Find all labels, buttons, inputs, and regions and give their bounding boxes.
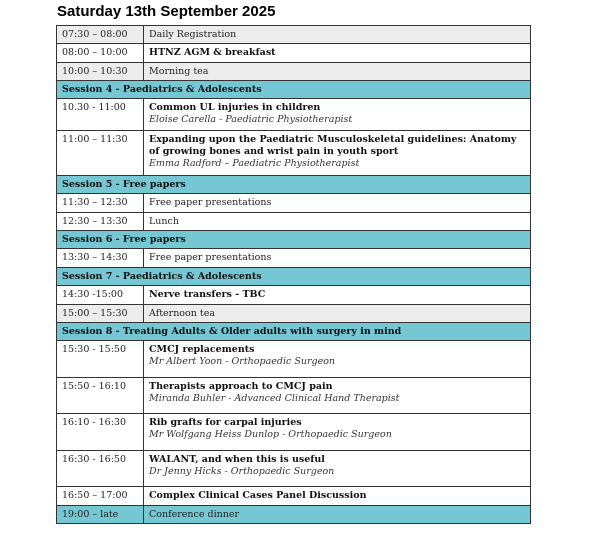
- talk-row: [57, 378, 531, 414]
- schedule-row: [57, 506, 531, 524]
- event-title: Common UL injuries in children: [149, 102, 321, 113]
- schedule-row: [57, 213, 531, 231]
- talk-row: [57, 414, 531, 451]
- speaker-name: Dr Jenny Hicks - Orthopaedic Surgeon: [149, 466, 335, 477]
- event-title: WALANT, and when this is useful: [149, 454, 325, 465]
- schedule-table: [56, 25, 531, 524]
- event-cell: [144, 414, 531, 451]
- schedule-row: [57, 63, 531, 81]
- event-title: Expanding upon the Paediatric Musculoskeletal guidelines: Anatomy of growing bones and wrist pain in youth sport: [149, 134, 517, 157]
- event-title: Therapists approach to CMCJ pain: [149, 381, 333, 392]
- event-cell: [144, 249, 531, 268]
- session-header-row: [57, 231, 531, 249]
- event-cell: [144, 487, 531, 506]
- schedule-row: [57, 44, 531, 63]
- time-slot: 15:30 - 15:50: [57, 341, 144, 378]
- event-cell: [144, 286, 531, 305]
- event-cell: [144, 506, 531, 524]
- speaker-name: Eloise Carella - Paediatric Physiotherapist: [149, 114, 353, 125]
- time-slot: 10.30 - 11:00: [57, 99, 144, 131]
- event-title: Daily Registration: [149, 28, 237, 40]
- event-title: Free paper presentations: [149, 197, 272, 208]
- event-title: Lunch: [149, 215, 179, 227]
- event-cell: [144, 99, 531, 131]
- schedule-row: [57, 249, 531, 268]
- session-header-row: [57, 81, 531, 99]
- time-slot: 10:00 – 10:30: [57, 63, 144, 81]
- schedule-row: [57, 194, 531, 213]
- talk-row: [57, 99, 531, 131]
- session-title: Session 8 - Treating Adults & Older adults with surgery in mind: [57, 323, 531, 341]
- schedule-row: [57, 305, 531, 323]
- event-cell: [144, 341, 531, 378]
- event-title: CMCJ replacements: [149, 344, 255, 355]
- event-title: Rib grafts for carpal injuries: [149, 417, 302, 428]
- event-cell: [144, 213, 531, 231]
- time-slot: 19:00 – late: [57, 506, 144, 524]
- session-title: Session 4 - Paediatrics & Adolescents: [57, 81, 531, 99]
- event-title: HTNZ AGM & breakfast: [149, 47, 276, 58]
- event-title: Afternoon tea: [149, 307, 215, 319]
- time-slot: 16:50 – 17:00: [57, 487, 144, 506]
- time-slot: 12:30 – 13:30: [57, 213, 144, 231]
- time-slot: 07:30 – 08:00: [57, 26, 144, 44]
- talk-row: [57, 451, 531, 487]
- event-cell: [144, 451, 531, 487]
- speaker-name: Mr Albert Yoon - Orthopaedic Surgeon: [149, 356, 336, 367]
- page-title: Saturday 13th September 2025: [57, 3, 276, 20]
- time-slot: 08:00 – 10:00: [57, 44, 144, 63]
- schedule-row: [57, 286, 531, 305]
- event-title: Nerve transfers - TBC: [149, 289, 266, 300]
- event-title: Morning tea: [149, 65, 209, 77]
- session-header-row: [57, 268, 531, 286]
- session-header-row: [57, 176, 531, 194]
- time-slot: 11:30 – 12:30: [57, 194, 144, 213]
- talk-row: [57, 341, 531, 378]
- event-cell: [144, 26, 531, 44]
- time-slot: 11:00 – 11:30: [57, 131, 144, 176]
- speaker-name: Emma Radford – Paediatric Physiotherapist: [149, 158, 360, 169]
- session-title: Session 7 - Paediatrics & Adolescents: [57, 268, 531, 286]
- session-title: Session 6 - Free papers: [57, 231, 531, 249]
- event-cell: [144, 63, 531, 81]
- schedule-body: [57, 26, 531, 524]
- schedule-row: [57, 487, 531, 506]
- time-slot: 16:10 - 16:30: [57, 414, 144, 451]
- talk-row: [57, 131, 531, 176]
- time-slot: 13:30 – 14:30: [57, 249, 144, 268]
- time-slot: 15:50 - 16:10: [57, 378, 144, 414]
- schedule-row: [57, 26, 531, 44]
- time-slot: 16:30 - 16:50: [57, 451, 144, 487]
- event-title: Conference dinner: [149, 508, 240, 520]
- session-title: Session 5 - Free papers: [57, 176, 531, 194]
- event-cell: [144, 305, 531, 323]
- event-title: Complex Clinical Cases Panel Discussion: [149, 490, 367, 501]
- event-title: Free paper presentations: [149, 252, 272, 263]
- event-cell: [144, 44, 531, 63]
- time-slot: 15:00 – 15:30: [57, 305, 144, 323]
- speaker-name: Mr Wolfgang Heiss Dunlop - Orthopaedic Surgeon: [149, 429, 392, 440]
- event-cell: [144, 378, 531, 414]
- event-cell: [144, 194, 531, 213]
- speaker-name: Miranda Buhler - Advanced Clinical Hand Therapist: [149, 393, 400, 404]
- event-cell: [144, 131, 531, 176]
- time-slot: 14:30 -15:00: [57, 286, 144, 305]
- session-header-row: [57, 323, 531, 341]
